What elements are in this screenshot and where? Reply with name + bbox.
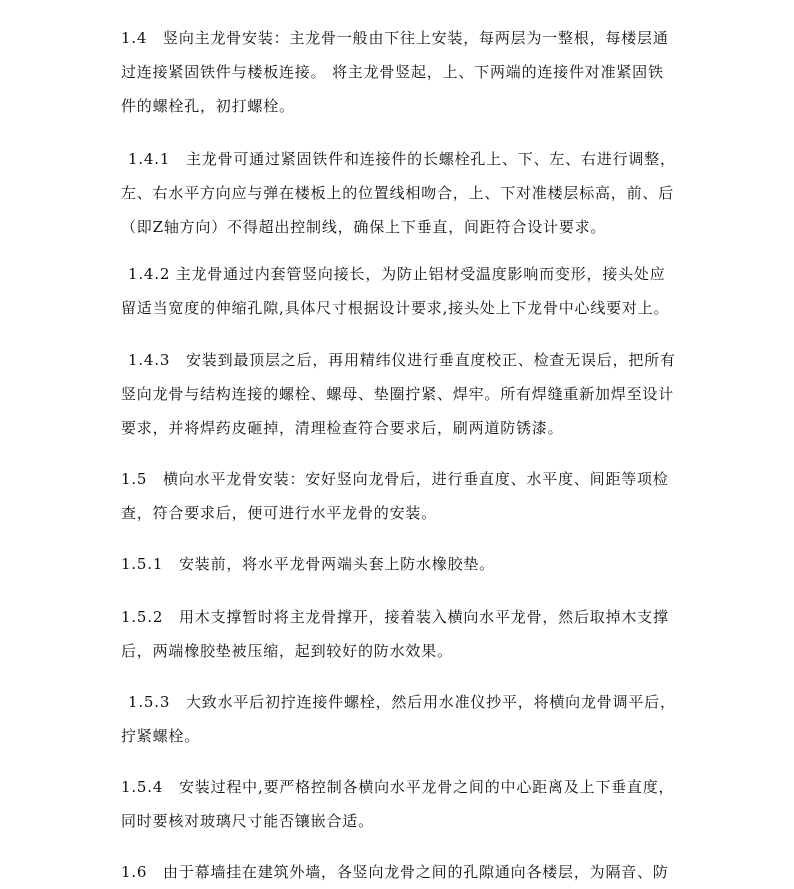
text-line: 1.5.3 大致水平后初拧连接件螺栓，然后用水准仪抄平，将横向龙骨调平后，: [128, 693, 676, 711]
text-line: 同时要核对玻璃尺寸能否镶嵌合适。: [121, 812, 374, 830]
text-line: 要求，并将焊药皮砸掉，清理检查符合要求后，刷两道防锈漆。: [121, 419, 564, 437]
paragraph-1-6: [121, 855, 677, 889]
text-line: 留适当宽度的伸缩孔隙,具体尺寸根据设计要求,接头处上下龙骨中心线要对上。: [121, 299, 670, 317]
text-line: 1.4.1 主龙骨可通过紧固铁件和连接件的长螺栓孔上、下、左、右进行调整，: [128, 150, 676, 168]
text-line: 1.4.2 主龙骨通过内套管竖向接长，为防止铝材受温度影响而变形，接头处应: [128, 265, 666, 283]
paragraph-1-5-3: [121, 685, 677, 753]
paragraph-1-4-2: [121, 257, 677, 325]
text-line: 过连接紧固铁件与楼板连接。 将主龙骨竖起，上、下两端的连接件对准紧固铁: [121, 63, 664, 81]
text-line: 1.5.2 用木支撑暂时将主龙骨撑开，接着装入横向水平龙骨，然后取掉木支撑: [121, 608, 669, 626]
paragraph-1-4-3: [121, 343, 677, 445]
paragraph-1-4: [121, 21, 677, 123]
text-line: 查，符合要求后，便可进行水平龙骨的安装。: [121, 504, 438, 522]
text-line: 竖向龙骨与结构连接的螺栓、螺母、垫圈拧紧、焊牢。所有焊缝重新加焊至设计: [121, 385, 675, 403]
text-line: 件的螺栓孔，初打螺栓。: [121, 97, 295, 115]
paragraph-1-5-2: [121, 600, 677, 668]
text-line: （即Z轴方向）不得超出控制线，确保上下垂直，间距符合设计要求。: [121, 218, 607, 236]
text-line: 1.6 由于幕墙挂在建筑外墙，各竖向龙骨之间的孔隙通向各楼层，为隔音、防: [121, 863, 669, 881]
text-line: 1.5.1 安装前，将水平龙骨两端头套上防水橡胶垫。: [121, 555, 495, 573]
text-line: 1.5.4 安装过程中,要严格控制各横向水平龙骨之间的中心距离及上下垂直度，: [121, 778, 675, 796]
paragraph-1-5-4: [121, 770, 677, 838]
paragraph-1-4-1: [121, 142, 677, 244]
text-line: 1.4.3 安装到最顶层之后，再用精纬仪进行垂直度校正、检查无误后，把所有: [128, 351, 676, 369]
text-line: 拧紧螺栓。: [121, 727, 201, 745]
paragraph-1-5-1: [121, 547, 677, 581]
paragraph-1-5: [121, 462, 677, 530]
text-line: 后，两端橡胶垫被压缩，起到较好的防水效果。: [121, 642, 453, 660]
text-line: 1.4 竖向主龙骨安装：主龙骨一般由下往上安装，每两层为一整根，每楼层通: [121, 29, 669, 47]
text-line: 左、右水平方向应与弹在楼板上的位置线相吻合，上、下对准楼层标高，前、后: [121, 184, 675, 202]
text-line: 1.5 横向水平龙骨安装：安好竖向龙骨后，进行垂直度、水平度、间距等项检: [121, 470, 669, 488]
